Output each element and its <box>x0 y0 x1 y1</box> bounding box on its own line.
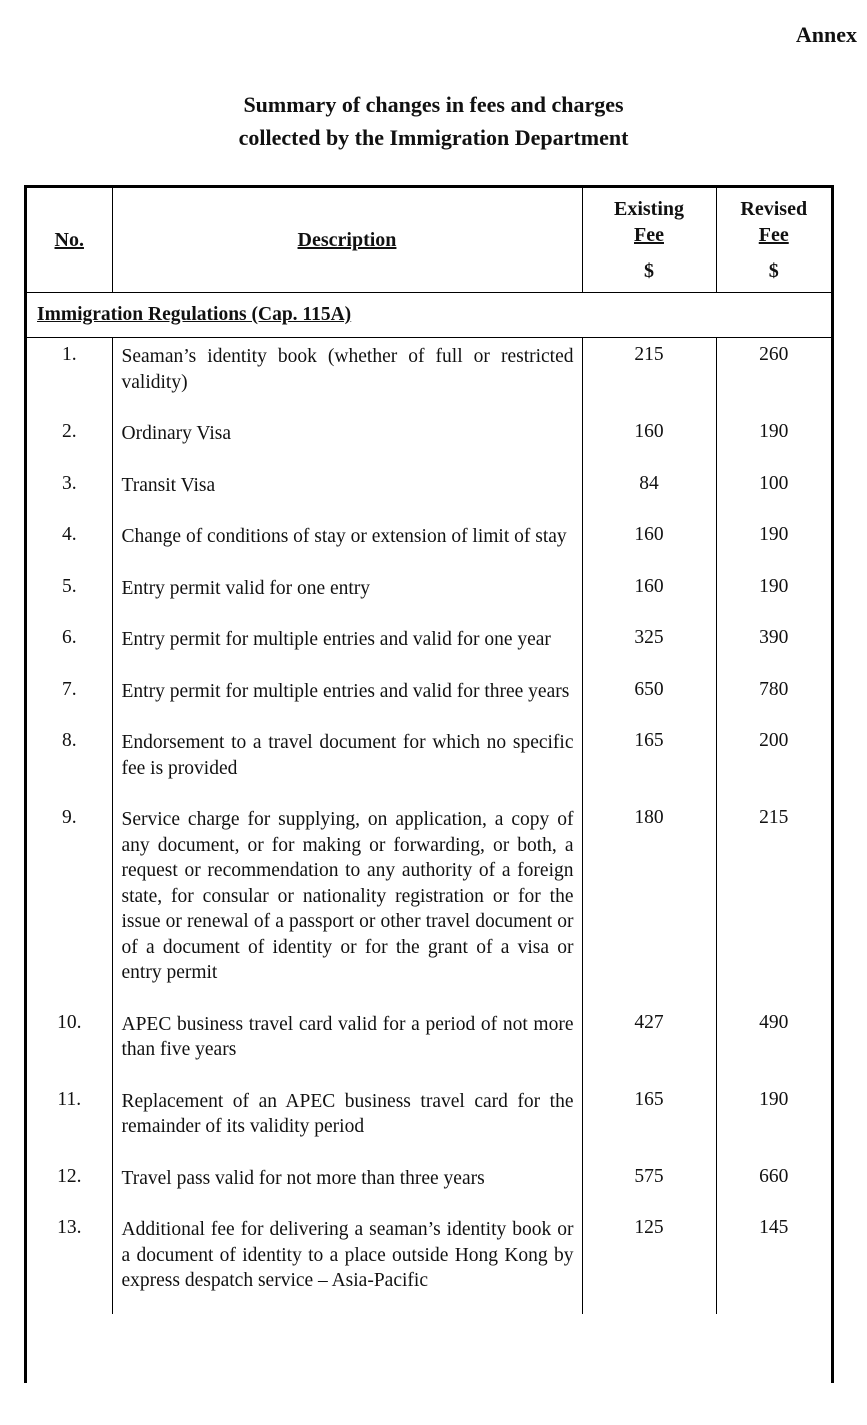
header-revised-fee <box>716 188 831 293</box>
row-number: 10. <box>57 1011 82 1033</box>
row-existing-fee: 160 <box>582 518 716 570</box>
row-existing-fee: 165 <box>582 724 716 801</box>
row-existing-fee: 180 <box>582 801 716 1006</box>
row-description: Ordinary Visa <box>112 415 582 467</box>
row-number: 9. <box>61 807 77 828</box>
row-revised-fee: 100 <box>716 467 831 519</box>
row-existing-fee: 325 <box>582 621 716 673</box>
row-description: Seaman’s identity book (whether of full or restricted validity) <box>112 338 582 416</box>
header-existing-line2: Fee <box>634 224 664 246</box>
row-existing-fee: 84 <box>582 467 716 519</box>
row-number: 11. <box>57 1088 82 1110</box>
row-revised-fee: 200 <box>716 724 831 801</box>
table-row <box>27 621 831 673</box>
row-number: 8. <box>61 730 77 751</box>
table-row <box>27 1211 831 1314</box>
row-existing-fee: 427 <box>582 1006 716 1083</box>
row-number: 2. <box>61 421 77 442</box>
table-row <box>27 415 831 467</box>
header-description <box>112 188 582 293</box>
header-revised-currency: $ <box>768 260 779 282</box>
fees-table-container <box>24 185 834 1383</box>
row-revised-fee: 190 <box>716 1083 831 1160</box>
row-description: Entry permit valid for one entry <box>112 570 582 622</box>
row-description: Travel pass valid for not more than three years <box>112 1160 582 1212</box>
row-existing-fee: 125 <box>582 1211 716 1314</box>
table-row <box>27 673 831 725</box>
table-row <box>27 1006 831 1083</box>
row-existing-fee: 215 <box>582 338 716 416</box>
row-number: 7. <box>61 678 77 700</box>
row-description: Change of conditions of stay or extension of limit of stay <box>112 518 582 570</box>
header-existing-line1: Existing <box>613 198 685 220</box>
row-existing-fee: 160 <box>582 570 716 622</box>
row-revised-fee: 260 <box>716 338 831 416</box>
header-existing-fee <box>582 188 716 293</box>
row-number: 13. <box>57 1217 82 1238</box>
row-existing-fee: 160 <box>582 415 716 467</box>
table-row <box>27 338 831 416</box>
row-description: Entry permit for multiple entries and valid for one year <box>112 621 582 673</box>
row-existing-fee: 650 <box>582 673 716 725</box>
title-line-2: collected by the Immigration Department <box>238 125 629 150</box>
section-row <box>27 293 831 338</box>
row-revised-fee: 190 <box>716 570 831 622</box>
row-existing-fee: 575 <box>582 1160 716 1212</box>
row-description: Service charge for supplying, on application, a copy of any document, or for making or forwarding, or both, a request or recommendation to any authority of a foreign state, for consular or nationality registration or for the issue or renewal of a passport or other travel document or of a document of identity or for the grant of a visa or entry permit <box>112 801 582 1006</box>
table-row <box>27 518 831 570</box>
table-row <box>27 801 831 1006</box>
table-row <box>27 1083 831 1160</box>
row-number: 6. <box>61 627 77 648</box>
annex-label: Annex <box>795 22 857 47</box>
document-title <box>0 88 867 154</box>
table-row <box>27 1160 831 1212</box>
row-description: Replacement of an APEC business travel card for the remainder of its validity period <box>112 1083 582 1160</box>
row-revised-fee: 490 <box>716 1006 831 1083</box>
row-revised-fee: 190 <box>716 415 831 467</box>
header-no <box>27 188 112 293</box>
row-revised-fee: 780 <box>716 673 831 725</box>
row-revised-fee: 215 <box>716 801 831 1006</box>
header-revised-line2: Fee <box>758 224 789 246</box>
row-revised-fee: 390 <box>716 621 831 673</box>
row-description: Additional fee for delivering a seaman’s identity book or a document of identity to a place outside Hong Kong by express despatch service – Asia-Pacific <box>112 1211 582 1314</box>
row-description: Entry permit for multiple entries and valid for three years <box>112 673 582 725</box>
row-description: Endorsement to a travel document for which no specific fee is provided <box>112 724 582 801</box>
row-existing-fee: 165 <box>582 1083 716 1160</box>
fees-table <box>27 188 831 1314</box>
title-line-1: Summary of changes in fees and charges <box>243 92 624 117</box>
row-revised-fee: 660 <box>716 1160 831 1212</box>
fees-table-body <box>27 338 831 1314</box>
row-description: Transit Visa <box>112 467 582 519</box>
row-number: 3. <box>61 472 77 494</box>
table-header-row <box>27 188 831 293</box>
table-row <box>27 570 831 622</box>
header-revised-line1: Revised <box>740 198 808 220</box>
row-revised-fee: 190 <box>716 518 831 570</box>
row-number: 4. <box>61 524 77 545</box>
table-row <box>27 467 831 519</box>
row-number: 1. <box>61 344 77 365</box>
section-title: Immigration Regulations (Cap. 115A) <box>37 304 352 325</box>
row-number: 5. <box>61 575 77 597</box>
table-row <box>27 724 831 801</box>
row-revised-fee: 145 <box>716 1211 831 1314</box>
row-description: APEC business travel card valid for a period of not more than five years <box>112 1006 582 1083</box>
header-description-label: Description <box>297 228 397 251</box>
section-heading <box>27 293 831 338</box>
header-existing-currency: $ <box>644 260 654 282</box>
header-no-label: No. <box>54 228 84 251</box>
row-number: 12. <box>57 1165 82 1187</box>
